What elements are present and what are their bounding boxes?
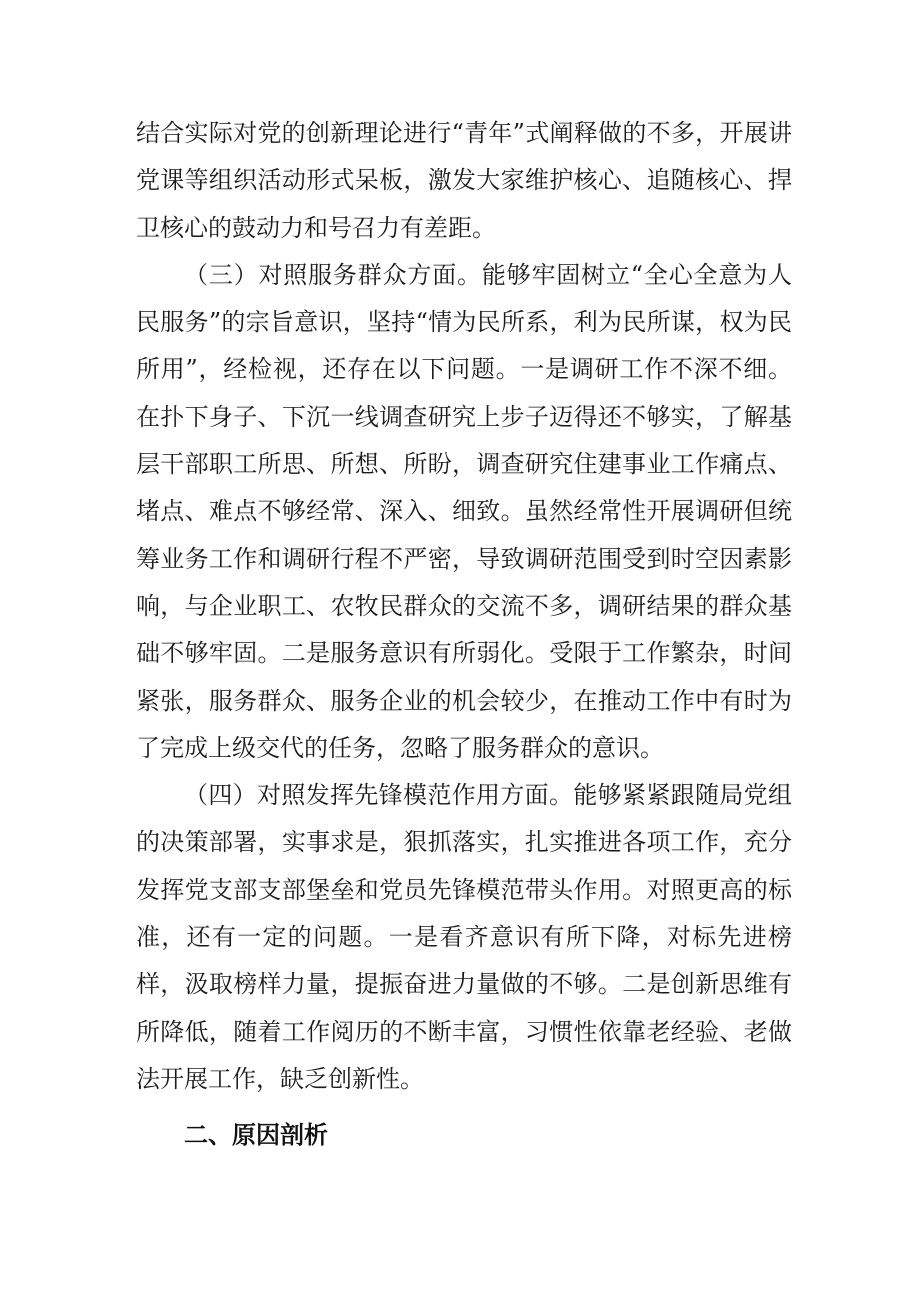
paragraph-serving-the-masses: （三）对照服务群众方面。能够牢固树立“全心全意为人民服务”的宗旨意识，坚持“情为民所系，利为民所谋，权为民所用”，经检视，还存在以下问题。一是调研工作不深不细。在扑下身子、下沉一线调查研究上步子迈得还不够实，了解基层干部职工所思、所想、所盼，调查研究住建事业工作痛点、堵点、难点不够经常、深入、细致。虽然经常性开展调研但统筹业务工作和调研行程不严密，导致调研范围受到时空因素影响，与企业职工、农牧民群众的交流不多，调研结果的群众基础不够牢固。二是服务意识有所弱化。受限于工作繁杂，时间紧张，服务群众、服务企业的机会较少，在推动工作中有时为了完成上级交代的任务，忽略了服务群众的意识。 — [136, 260, 792, 762]
paragraph-vanguard-role: （四）对照发挥先锋模范作用方面。能够紧紧跟随局党组的决策部署，实事求是，狠抓落实，扎实推进各项工作，充分发挥党支部支部堡垒和党员先锋模范带头作用。对照更高的标准，还有一定的问题。一是看齐意识有所下降，对标先进榜样，汲取榜样力量，提振奋进力量做的不够。二是创新思维有所降低，随着工作阅历的不断丰富，习惯性依靠老经验、老做法开展工作，缺乏创新性。 — [136, 781, 792, 1093]
section-heading-cause-analysis: 二、原因剖析 — [184, 1121, 328, 1150]
paragraph-continuation: 结合实际对党的创新理论进行“青年”式阐释做的不多，开展讲党课等组织活动形式呆板，激发大家维护核心、追随核心、捍卫核心的鼓动力和号召力有差距。 — [136, 119, 792, 242]
document-body — [136, 110, 792, 1159]
